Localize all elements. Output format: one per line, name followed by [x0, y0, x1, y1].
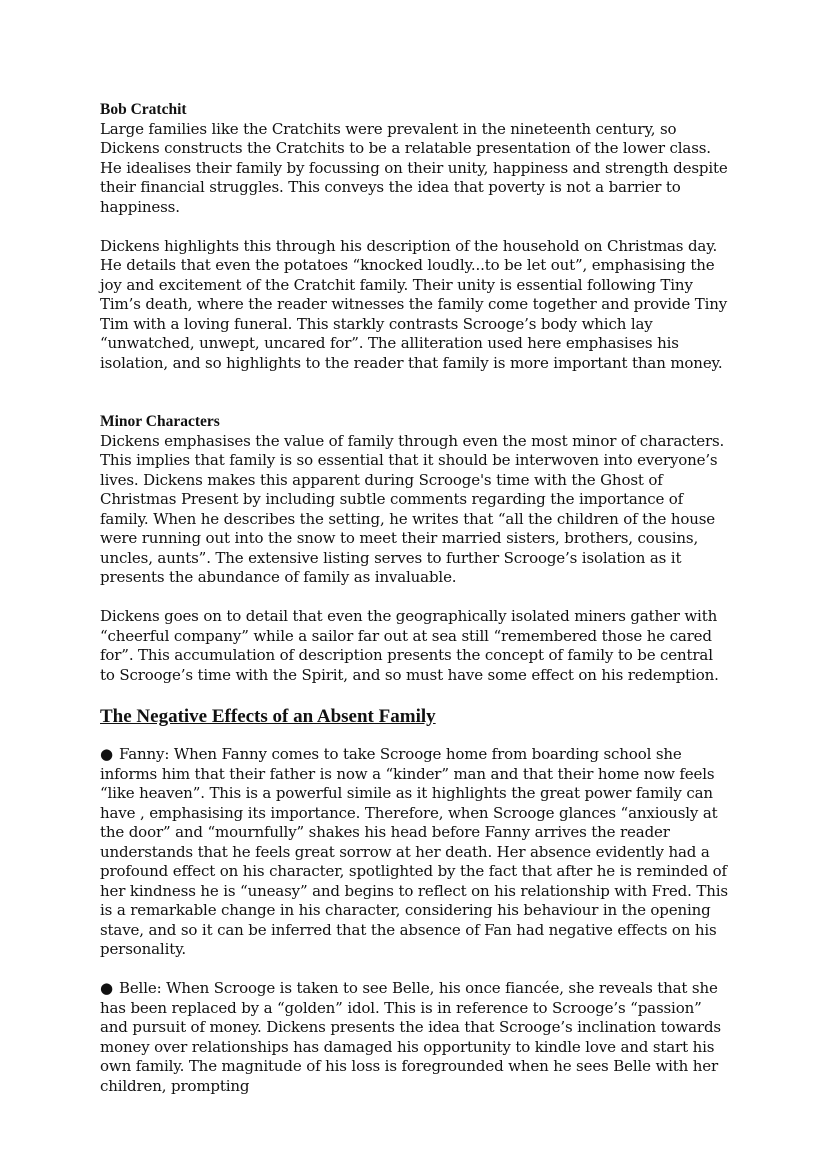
heading-bob-cratchit: Bob Cratchit [100, 101, 187, 118]
paragraph-minor-1: Dickens emphasises the value of family through even the most minor of characters. This implies that family is so essential that it should be interwoven into everyone’s lives. Dickens makes this apparent during Scrooge's time with the Ghost of Christmas Present by including subtle comments regarding the importance of family. When he describes the setting, he writes that “all the children of the house were running out into the snow to meet their married sisters, brothers, cousins, uncles, aunts”. The extensive listing serves to further Scrooge’s isolation as it presents the abundance of family as invaluable. [100, 431, 725, 586]
bullet-item-fanny [100, 745, 728, 960]
bullet-text-fanny: Fanny: When Fanny comes to take Scrooge home from boarding school she informs him that their father is now a “kinder” man and that their home now feels “like heaven”. This is a powerful simile as it highlights the great power family can have , emphasising its importance. Therefore, when Scrooge glances “anxiously at the door” and “mournfully” shakes his head before Fanny arrives the reader understands that he feels great sorrow at her death. Her absence evidently had a profound effect on his character, spotlighted by the fact that after he is reminded of her kindness he is “uneasy” and begins to reflect on his relationship with Fred. This is a remarkable change in his character, considering his behaviour in the opening stave, and so it can be inferred that the absence of Fan had negative effects on his personality. [100, 745, 728, 958]
bullet-text-belle: Belle: When Scrooge is taken to see Belle, his once fiancée, she reveals that she has been replaced by a “golden” idol. This is in reference to Scrooge’s “passion” and pursuit of money. Dickens presents the idea that Scrooge’s inclination towards money over relationships has damaged his opportunity to kindle love and start his own family. The magnitude of his loss is foregrounded when he sees Belle with her children, prompting [100, 979, 721, 1095]
heading-minor-characters: Minor Characters [100, 413, 220, 430]
paragraph-bob-1: Large families like the Cratchits were prevalent in the nineteenth century, so Dickens constructs the Cratchits to be a relatable presentation of the lower class. He idealises their family by focussing on their unity, happiness and strength despite their financial struggles. This conveys the idea that poverty is not a barrier to happiness. [100, 119, 728, 216]
document-content [100, 100, 728, 1096]
bullet-item-belle [100, 979, 728, 1096]
section-title-absent-family: The Negative Effects of an Absent Family [100, 706, 436, 727]
bullet-icon: ● [100, 979, 113, 997]
bullet-icon: ● [100, 745, 113, 763]
paragraph-bob-2: Dickens highlights this through his description of the household on Christmas day. He details that even the potatoes “knocked loudly...to be let out”, emphasising the joy and excitement of the Cratchit family. Their unity is essential following Tiny Tim’s death, where the reader witnesses the family come together and provide Tiny Tim with a loving funeral. This starkly contrasts Scrooge’s body which lay “unwatched, unwept, uncared for”. The alliteration used here emphasises his isolation, and so highlights to the reader that family is more important than money. [100, 236, 728, 372]
paragraph-minor-2: Dickens goes on to detail that even the geographically isolated miners gather with “cheerful company” while a sailor far out at sea still “remembered those he cared for”. This accumulation of description presents the concept of family to be central to Scrooge’s time with the Spirit, and so must have some effect on his redemption. [100, 607, 719, 684]
